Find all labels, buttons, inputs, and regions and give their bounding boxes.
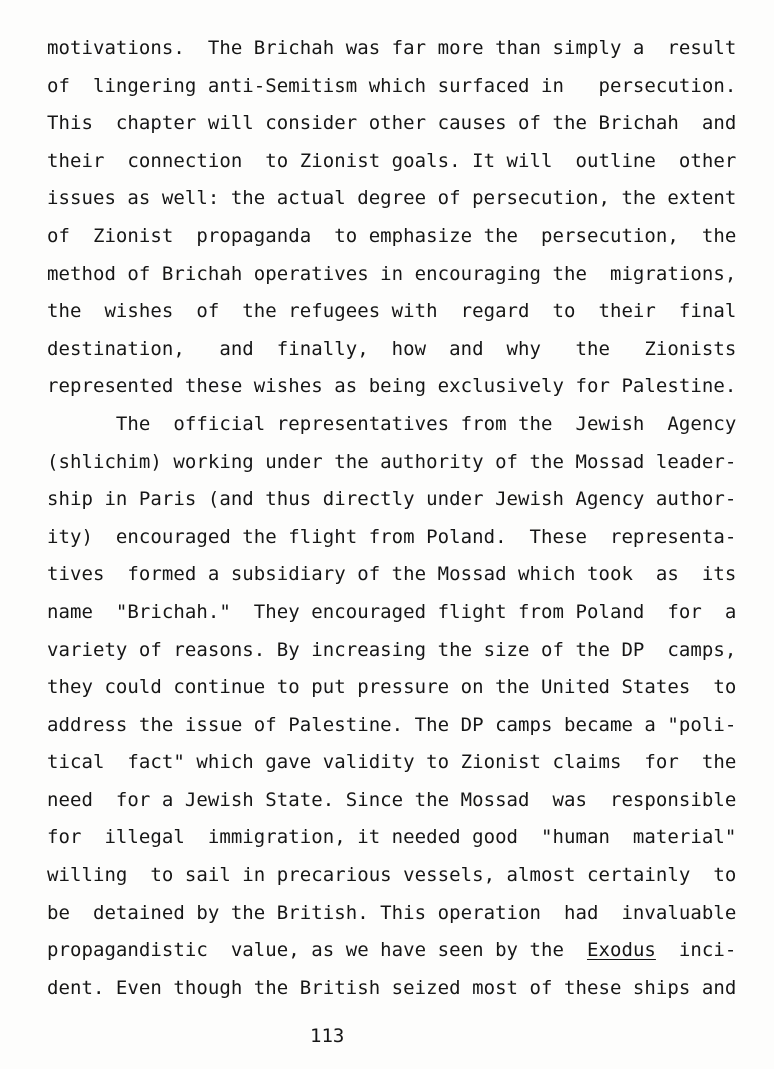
text-line xyxy=(47,669,736,707)
text-line xyxy=(47,819,736,857)
text-line xyxy=(47,632,736,670)
text-segment: of Zionist propaganda to emphasize the persecution, the xyxy=(47,224,737,247)
text-line xyxy=(47,932,736,970)
text-segment: issues as well: the actual degree of persecution, the extent xyxy=(47,187,737,210)
text-segment: destination, and finally, how and why the Zionists xyxy=(47,337,737,360)
text-line xyxy=(47,368,736,406)
text-segment: willing to sail in precarious vessels, almost certainly to xyxy=(47,864,737,887)
text-segment: the wishes of the refugees with regard to their final xyxy=(47,300,737,323)
text-line xyxy=(47,556,736,594)
typewritten-text xyxy=(47,30,736,1007)
text-line xyxy=(47,218,736,256)
text-line xyxy=(47,256,736,294)
text-line xyxy=(47,782,736,820)
text-segment: ship in Paris (and thus directly under Jewish Agency author- xyxy=(47,488,737,511)
text-segment: be detained by the British. This operation had invaluable xyxy=(47,901,737,924)
page-number: 113 xyxy=(310,1025,345,1047)
text-segment: method of Brichah operatives in encouraging the migrations, xyxy=(47,262,737,285)
text-line xyxy=(47,744,736,782)
text-line xyxy=(47,444,736,482)
text-segment: The official representatives from the Jewish Agency xyxy=(47,412,737,435)
text-line xyxy=(47,857,736,895)
text-segment: propagandistic value, as we have seen by the xyxy=(47,939,587,962)
text-segment: for illegal immigration, it needed good "human material" xyxy=(47,826,737,849)
text-line xyxy=(47,143,736,181)
text-line xyxy=(47,895,736,933)
text-segment: address the issue of Palestine. The DP camps became a "poli- xyxy=(47,713,737,736)
text-line xyxy=(47,707,736,745)
text-line xyxy=(47,180,736,218)
text-line xyxy=(47,30,736,68)
text-segment: of lingering anti-Semitism which surfaced in persecution. xyxy=(47,74,737,97)
text-segment: they could continue to put pressure on the United States to xyxy=(47,676,737,699)
text-line xyxy=(47,68,736,106)
text-line xyxy=(47,406,736,444)
text-segment: dent. Even though the British seized most of these ships and xyxy=(47,976,737,999)
text-line xyxy=(47,105,736,143)
text-segment: tical fact" which gave validity to Zionist claims for the xyxy=(47,751,737,774)
text-line xyxy=(47,594,736,632)
text-segment: their connection to Zionist goals. It will outline other xyxy=(47,149,737,172)
underlined-word: Exodus xyxy=(586,939,656,962)
text-segment: variety of reasons. By increasing the size of the DP camps, xyxy=(47,638,737,661)
text-line xyxy=(47,970,736,1008)
text-line xyxy=(47,331,736,369)
text-segment: name "Brichah." They encouraged flight from Poland for a xyxy=(47,600,737,623)
text-line xyxy=(47,519,736,557)
text-line xyxy=(47,481,736,519)
text-line xyxy=(47,293,736,331)
text-segment: represented these wishes as being exclusively for Palestine. xyxy=(47,375,737,398)
text-segment: ity) encouraged the flight from Poland. These representa- xyxy=(47,525,737,548)
text-segment: This chapter will consider other causes of the Brichah and xyxy=(47,112,737,135)
text-segment: motivations. The Brichah was far more than simply a result xyxy=(47,37,737,59)
text-segment: need for a Jewish State. Since the Mossad was responsible xyxy=(47,788,737,811)
text-segment: tives formed a subsidiary of the Mossad which took as its xyxy=(47,563,737,586)
text-segment: inci- xyxy=(655,939,737,962)
text-segment: (shlichim) working under the authority of the Mossad leader- xyxy=(47,450,737,473)
